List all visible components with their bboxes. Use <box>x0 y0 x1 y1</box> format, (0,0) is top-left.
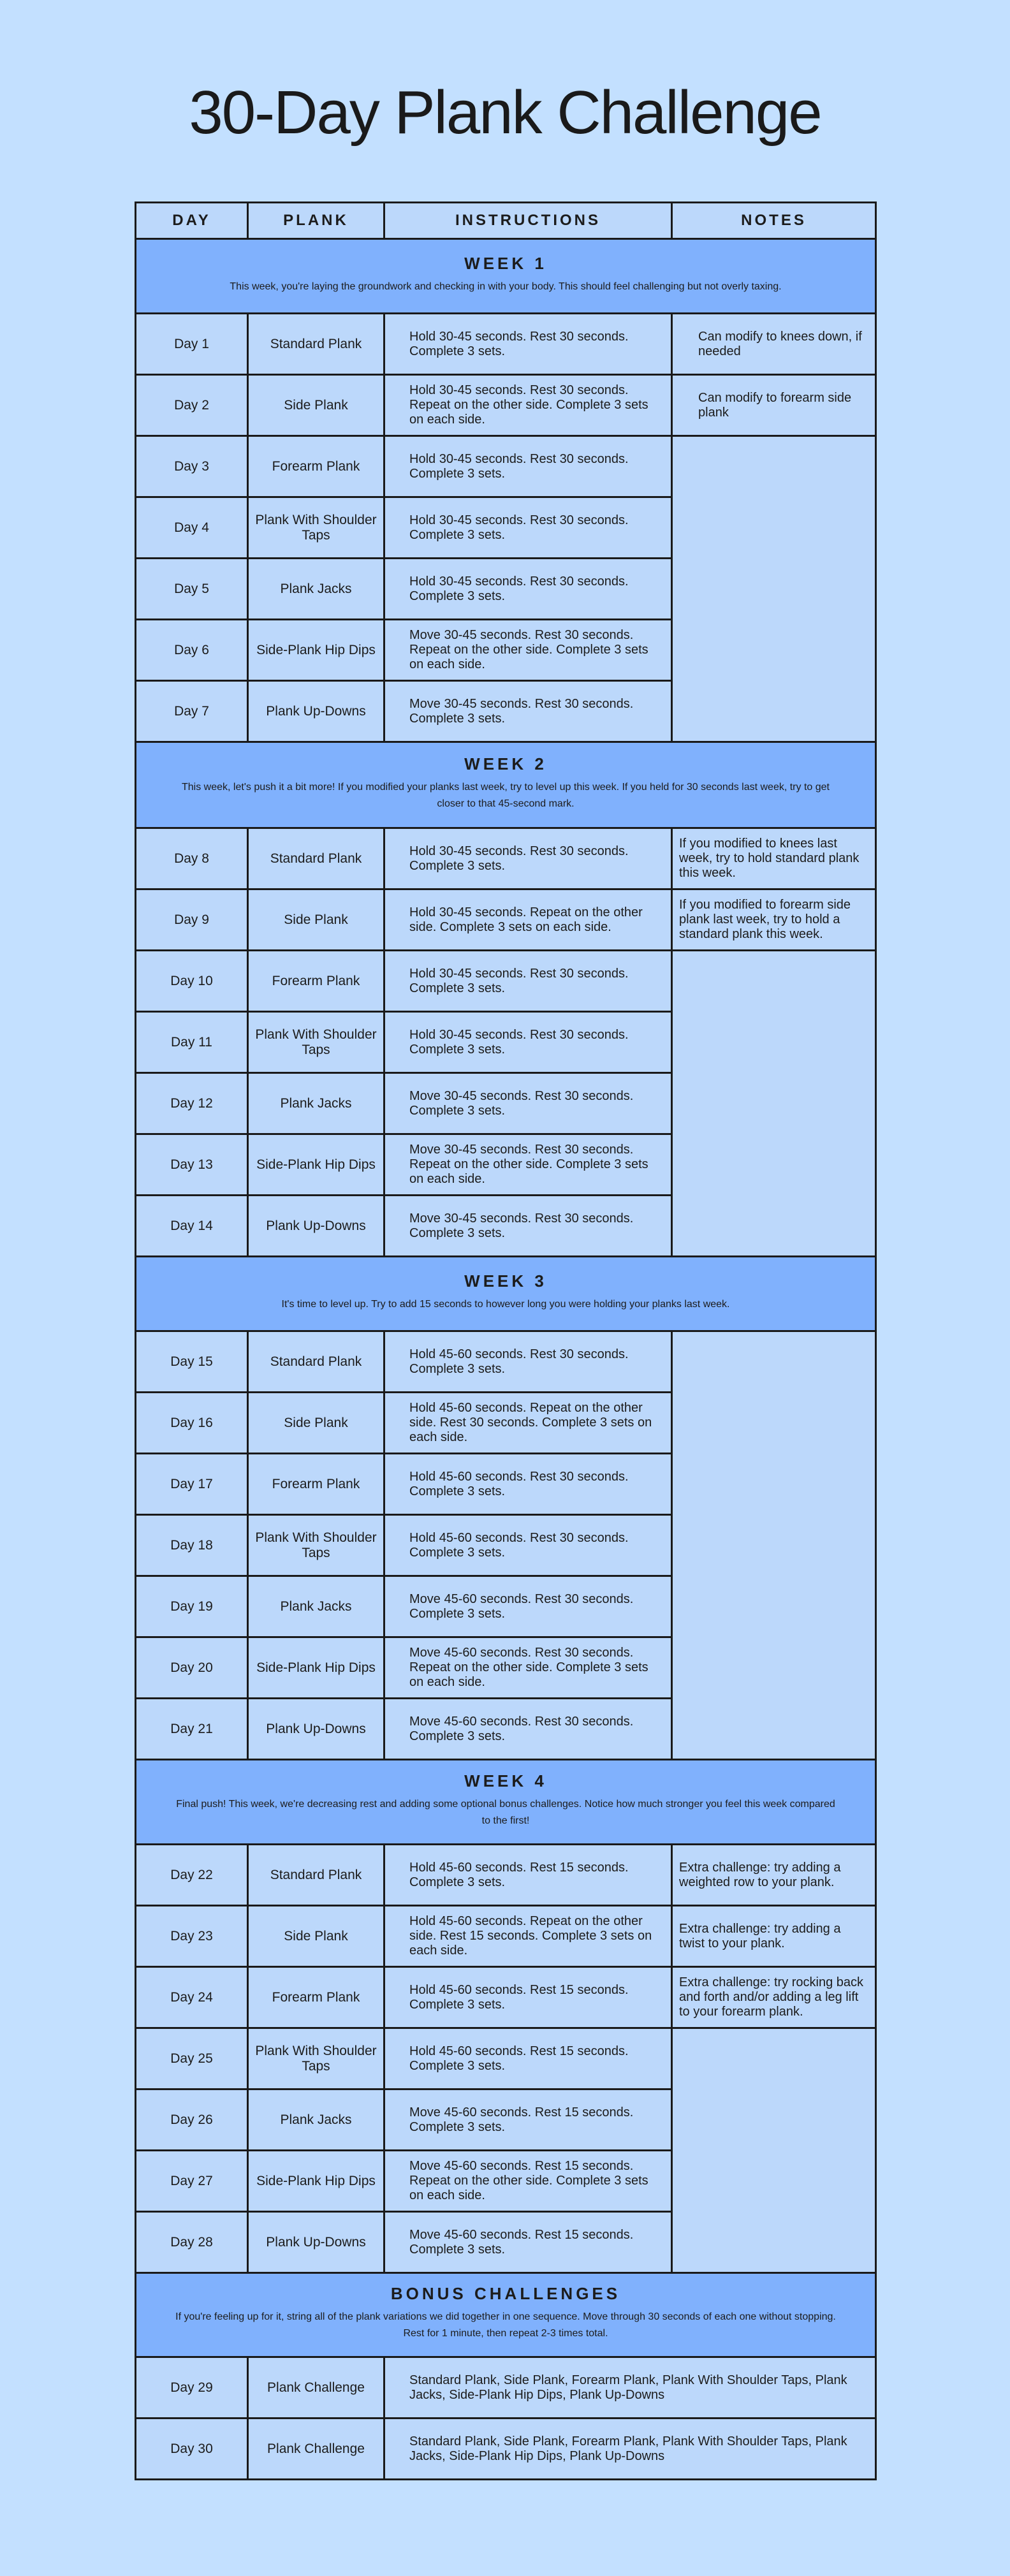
plank-cell: Plank With Shoulder Taps <box>248 1515 384 1576</box>
plank-cell: Forearm Plank <box>248 1454 384 1515</box>
day-cell: Day 19 <box>136 1576 248 1637</box>
instructions-cell: Hold 30-45 seconds. Rest 30 seconds. Complete 3 sets. <box>384 559 672 620</box>
instructions-cell: Move 30-45 seconds. Rest 30 seconds. Repeat on the other side. Complete 3 sets on each side. <box>384 620 672 681</box>
instructions-cell: Standard Plank, Side Plank, Forearm Plank, Plank With Shoulder Taps, Plank Jacks, Side-Plank Hip Dips, Plank Up-Downs <box>384 2357 876 2419</box>
table-row <box>136 436 876 497</box>
day-cell: Day 24 <box>136 1967 248 2028</box>
instructions-cell: Hold 45-60 seconds. Repeat on the other side. Rest 30 seconds. Complete 3 sets on each side. <box>384 1393 672 1454</box>
day-cell: Day 3 <box>136 436 248 497</box>
section-band-row <box>136 239 876 314</box>
section-band <box>136 1257 876 1331</box>
table-row <box>136 1906 876 1967</box>
table-row <box>136 375 876 436</box>
day-cell: Day 17 <box>136 1454 248 1515</box>
plank-cell: Side-Plank Hip Dips <box>248 1134 384 1196</box>
instructions-cell: Hold 30-45 seconds. Rest 30 seconds. Complete 3 sets. <box>384 436 672 497</box>
instructions-cell: Hold 45-60 seconds. Rest 15 seconds. Complete 3 sets. <box>384 2028 672 2089</box>
day-cell: Day 14 <box>136 1196 248 1257</box>
instructions-cell: Move 45-60 seconds. Rest 15 seconds. Complete 3 sets. <box>384 2212 672 2273</box>
plank-cell: Plank Jacks <box>248 559 384 620</box>
section-band-row <box>136 1257 876 1331</box>
instructions-cell: Hold 45-60 seconds. Repeat on the other side. Rest 15 seconds. Complete 3 sets on each side. <box>384 1906 672 1967</box>
day-cell: Day 7 <box>136 681 248 742</box>
section-title: WEEK 3 <box>464 1271 547 1291</box>
table-row <box>136 1331 876 1393</box>
section-description: This week, let's push it a bit more! If you modified your planks last week, try to level up this week. If you held for 30 seconds last week, try to get closer to that 45-second mark. <box>182 781 830 809</box>
plank-cell: Side-Plank Hip Dips <box>248 620 384 681</box>
header-plank: PLANK <box>248 203 384 239</box>
plank-cell: Plank Up-Downs <box>248 681 384 742</box>
instructions-cell: Hold 45-60 seconds. Rest 30 seconds. Complete 3 sets. <box>384 1515 672 1576</box>
plank-cell: Side Plank <box>248 1906 384 1967</box>
notes-cell: If you modified to knees last week, try to hold standard plank this week. <box>672 828 876 889</box>
instructions-cell: Hold 30-45 seconds. Rest 30 seconds. Complete 3 sets. <box>384 951 672 1012</box>
plank-cell: Plank Jacks <box>248 2089 384 2151</box>
day-cell: Day 1 <box>136 314 248 375</box>
table-row <box>136 951 876 1012</box>
table-row <box>136 828 876 889</box>
plank-cell: Plank With Shoulder Taps <box>248 1012 384 1073</box>
header-day: DAY <box>136 203 248 239</box>
day-cell: Day 15 <box>136 1331 248 1393</box>
instructions-cell: Move 45-60 seconds. Rest 30 seconds. Complete 3 sets. <box>384 1699 672 1760</box>
section-title: WEEK 1 <box>464 253 547 273</box>
plank-cell: Standard Plank <box>248 828 384 889</box>
plank-cell: Side-Plank Hip Dips <box>248 1637 384 1699</box>
day-cell: Day 22 <box>136 1845 248 1906</box>
plank-cell: Plank Challenge <box>248 2419 384 2480</box>
plank-cell: Plank Challenge <box>248 2357 384 2419</box>
day-cell: Day 30 <box>136 2419 248 2480</box>
notes-cell-empty <box>672 436 876 742</box>
header-notes: NOTES <box>672 203 876 239</box>
day-cell: Day 11 <box>136 1012 248 1073</box>
day-cell: Day 21 <box>136 1699 248 1760</box>
day-cell: Day 4 <box>136 497 248 559</box>
instructions-cell: Move 30-45 seconds. Rest 30 seconds. Complete 3 sets. <box>384 681 672 742</box>
section-description: This week, you're laying the groundwork and checking in with your body. This should feel challenging but not overly taxing. <box>230 281 782 292</box>
table-row <box>136 314 876 375</box>
section-title: BONUS CHALLENGES <box>390 2284 621 2303</box>
plank-cell: Plank With Shoulder Taps <box>248 2028 384 2089</box>
plank-cell: Forearm Plank <box>248 951 384 1012</box>
notes-cell-empty <box>672 951 876 1257</box>
plank-cell: Plank Jacks <box>248 1576 384 1637</box>
day-cell: Day 12 <box>136 1073 248 1134</box>
instructions-cell: Move 45-60 seconds. Rest 15 seconds. Repeat on the other side. Complete 3 sets on each side. <box>384 2151 672 2212</box>
instructions-cell: Hold 45-60 seconds. Rest 15 seconds. Complete 3 sets. <box>384 1845 672 1906</box>
plank-cell: Side-Plank Hip Dips <box>248 2151 384 2212</box>
table-row <box>136 2419 876 2480</box>
plank-cell: Plank Up-Downs <box>248 1196 384 1257</box>
instructions-cell: Hold 30-45 seconds. Rest 30 seconds. Complete 3 sets. <box>384 497 672 559</box>
table-row <box>136 1967 876 2028</box>
plank-cell: Forearm Plank <box>248 436 384 497</box>
plank-cell: Plank Jacks <box>248 1073 384 1134</box>
table-row <box>136 1845 876 1906</box>
day-cell: Day 10 <box>136 951 248 1012</box>
notes-cell: Extra challenge: try adding a weighted row to your plank. <box>672 1845 876 1906</box>
instructions-cell: Move 45-60 seconds. Rest 30 seconds. Complete 3 sets. <box>384 1576 672 1637</box>
instructions-cell: Move 30-45 seconds. Rest 30 seconds. Complete 3 sets. <box>384 1073 672 1134</box>
instructions-cell: Move 45-60 seconds. Rest 30 seconds. Repeat on the other side. Complete 3 sets on each side. <box>384 1637 672 1699</box>
section-title: WEEK 2 <box>464 754 547 773</box>
section-band-row <box>136 742 876 828</box>
section-description: It's time to level up. Try to add 15 seconds to however long you were holding your planks last week. <box>281 1298 730 1310</box>
day-cell: Day 18 <box>136 1515 248 1576</box>
notes-cell: If you modified to forearm side plank last week, try to hold a standard plank this week. <box>672 889 876 951</box>
plank-cell: Standard Plank <box>248 314 384 375</box>
day-cell: Day 9 <box>136 889 248 951</box>
instructions-cell: Hold 30-45 seconds. Rest 30 seconds. Repeat on the other side. Complete 3 sets on each side. <box>384 375 672 436</box>
day-cell: Day 27 <box>136 2151 248 2212</box>
day-cell: Day 8 <box>136 828 248 889</box>
table-row <box>136 2028 876 2089</box>
table-row <box>136 2357 876 2419</box>
plank-cell: Side Plank <box>248 375 384 436</box>
notes-cell-empty <box>672 1331 876 1760</box>
section-band-row <box>136 1760 876 1845</box>
notes-cell: Can modify to forearm side plank <box>672 375 876 436</box>
instructions-cell: Move 30-45 seconds. Rest 30 seconds. Repeat on the other side. Complete 3 sets on each side. <box>384 1134 672 1196</box>
day-cell: Day 25 <box>136 2028 248 2089</box>
section-band <box>136 239 876 314</box>
plank-cell: Standard Plank <box>248 1845 384 1906</box>
day-cell: Day 16 <box>136 1393 248 1454</box>
plank-schedule-table <box>135 201 877 2480</box>
plank-cell: Plank Up-Downs <box>248 2212 384 2273</box>
plank-cell: Standard Plank <box>248 1331 384 1393</box>
instructions-cell: Move 30-45 seconds. Rest 30 seconds. Complete 3 sets. <box>384 1196 672 1257</box>
instructions-cell: Move 45-60 seconds. Rest 15 seconds. Complete 3 sets. <box>384 2089 672 2151</box>
plank-cell: Side Plank <box>248 1393 384 1454</box>
section-description: Final push! This week, we're decreasing rest and adding some optional bonus challenges. Notice how much stronger you feel this week compared to the first! <box>176 1798 835 1826</box>
plank-cell: Plank With Shoulder Taps <box>248 497 384 559</box>
day-cell: Day 28 <box>136 2212 248 2273</box>
instructions-cell: Hold 30-45 seconds. Rest 30 seconds. Complete 3 sets. <box>384 314 672 375</box>
instructions-cell: Hold 30-45 seconds. Repeat on the other side. Complete 3 sets on each side. <box>384 889 672 951</box>
instructions-cell: Hold 30-45 seconds. Rest 30 seconds. Complete 3 sets. <box>384 1012 672 1073</box>
instructions-cell: Hold 45-60 seconds. Rest 30 seconds. Complete 3 sets. <box>384 1454 672 1515</box>
instructions-cell: Hold 45-60 seconds. Rest 15 seconds. Complete 3 sets. <box>384 1967 672 2028</box>
section-band-row <box>136 2273 876 2357</box>
section-band <box>136 742 876 828</box>
section-title: WEEK 4 <box>464 1771 547 1790</box>
plank-cell: Plank Up-Downs <box>248 1699 384 1760</box>
notes-cell: Extra challenge: try adding a twist to your plank. <box>672 1906 876 1967</box>
page-title: 30-Day Plank Challenge <box>189 78 821 147</box>
day-cell: Day 26 <box>136 2089 248 2151</box>
day-cell: Day 23 <box>136 1906 248 1967</box>
plank-cell: Side Plank <box>248 889 384 951</box>
day-cell: Day 2 <box>136 375 248 436</box>
table-row <box>136 889 876 951</box>
header-instructions: INSTRUCTIONS <box>384 203 672 239</box>
instructions-cell: Hold 30-45 seconds. Rest 30 seconds. Complete 3 sets. <box>384 828 672 889</box>
day-cell: Day 29 <box>136 2357 248 2419</box>
section-band <box>136 2273 876 2357</box>
instructions-cell: Standard Plank, Side Plank, Forearm Plank, Plank With Shoulder Taps, Plank Jacks, Side-Plank Hip Dips, Plank Up-Downs <box>384 2419 876 2480</box>
instructions-cell: Hold 45-60 seconds. Rest 30 seconds. Complete 3 sets. <box>384 1331 672 1393</box>
section-band <box>136 1760 876 1845</box>
day-cell: Day 5 <box>136 559 248 620</box>
day-cell: Day 6 <box>136 620 248 681</box>
notes-cell-empty <box>672 2028 876 2273</box>
day-cell: Day 20 <box>136 1637 248 1699</box>
day-cell: Day 13 <box>136 1134 248 1196</box>
section-description: If you're feeling up for it, string all of the plank variations we did together in one sequence. Move through 30 seconds of each one without stopping. Rest for 1 minute, then repeat 2-3 times total. <box>175 2311 836 2339</box>
table-header-row <box>136 203 876 239</box>
plank-cell: Forearm Plank <box>248 1967 384 2028</box>
notes-cell: Can modify to knees down, if needed <box>672 314 876 375</box>
notes-cell: Extra challenge: try rocking back and forth and/or adding a leg lift to your forearm plank. <box>672 1967 876 2028</box>
